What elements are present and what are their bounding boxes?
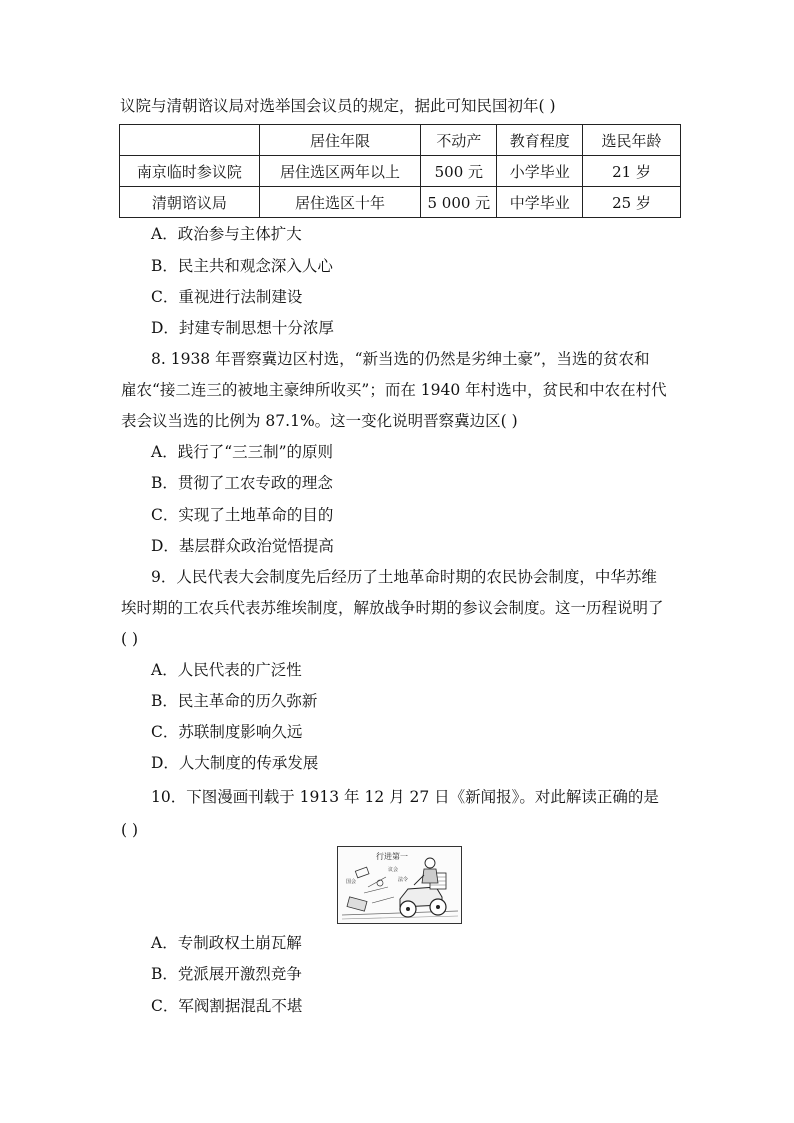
cartoon-title: 行进第一 xyxy=(376,852,408,861)
q10-option-b: B．党派展开激烈竞争 xyxy=(151,965,302,983)
table-header-cell: 教育程度 xyxy=(497,125,583,156)
wheel-hub xyxy=(406,907,410,911)
q8-option-d: D．基层群众政治觉悟提高 xyxy=(151,537,334,555)
debris-shape xyxy=(377,880,383,886)
q10-stem-line: ( ) xyxy=(121,821,139,839)
cartoon-label: 国会 xyxy=(346,879,357,885)
q8-option-c: C．实现了土地革命的目的 xyxy=(151,506,334,524)
table-cell: 25 岁 xyxy=(583,187,681,218)
motion-line xyxy=(372,897,394,903)
q7-stem: 议院与清朝谘议局对选举国会议员的规定，据此可知民国初年( ) xyxy=(120,97,556,115)
q9-option-c: C．苏联制度影响久远 xyxy=(151,723,303,741)
q7-option-b: B．民主共和观念深入人心 xyxy=(151,257,333,275)
wheel-hub xyxy=(436,905,440,909)
driver-head xyxy=(425,858,435,868)
table-cell: 500 元 xyxy=(421,156,497,187)
table-cell: 居住选区十年 xyxy=(259,187,421,218)
q7-option-a: A．政治参与主体扩大 xyxy=(151,225,302,243)
table-cell: 清朝谘议局 xyxy=(120,187,260,218)
q7-option-c: C．重视进行法制建设 xyxy=(151,288,303,306)
q8-stem-line: 表会议当选的比例为 87.1%。这一变化说明晋察冀边区( ) xyxy=(121,412,518,430)
table-cell: 5 000 元 xyxy=(421,187,497,218)
driver-body xyxy=(422,869,438,883)
table-cell: 小学毕业 xyxy=(497,156,583,187)
table-row xyxy=(120,156,681,187)
table-row xyxy=(120,187,681,218)
debris-shape xyxy=(355,867,369,878)
q9-stem-line: ( ) xyxy=(121,630,139,648)
table-cell: 南京临时参议院 xyxy=(120,156,260,187)
q9-stem-line: 埃时期的工农兵代表苏维埃制度，解放战争时期的参议会制度。这一历程说明了 xyxy=(121,599,664,617)
table-cell: 21 岁 xyxy=(583,156,681,187)
q8-stem-line: 8. 1938 年晋察冀边区村选，“新当选的仍然是劣绅土豪”，当选的贫农和 xyxy=(151,350,650,368)
q7-option-d: D．封建专制思想十分浓厚 xyxy=(151,319,334,337)
q7-table xyxy=(119,124,681,218)
q10-option-a: A．专制政权土崩瓦解 xyxy=(151,934,302,952)
motion-line xyxy=(368,877,386,887)
cartoon-image xyxy=(337,846,462,924)
q9-option-a: A．人民代表的广泛性 xyxy=(151,661,302,679)
q9-stem-line: 9．人民代表大会制度先后经历了土地革命时期的农民协会制度，中华苏维 xyxy=(151,568,657,586)
table-header-cell xyxy=(120,125,260,156)
table-cell: 中学毕业 xyxy=(497,187,583,218)
cartoon-label: 法令 xyxy=(398,877,409,883)
cartoon-drawing xyxy=(338,847,461,923)
cartoon-label: 议会 xyxy=(388,867,399,873)
debris-shape xyxy=(347,897,367,911)
q10-option-c: C．军阀割据混乱不堪 xyxy=(151,997,303,1015)
q9-option-b: B．民主革命的历久弥新 xyxy=(151,692,318,710)
q8-option-a: A．践行了“三三制”的原则 xyxy=(151,443,334,461)
table-header-cell: 选民年龄 xyxy=(583,125,681,156)
q9-option-d: D．人大制度的传承发展 xyxy=(151,754,319,772)
table-header-cell: 不动产 xyxy=(421,125,497,156)
motion-line xyxy=(364,887,388,893)
road-line xyxy=(342,916,458,919)
q8-stem-line: 雇农“接二连三的被地主豪绅所收买”；而在 1940 年村选中，贫民和中农在村代 xyxy=(121,381,667,399)
q8-option-b: B．贯彻了工农专政的理念 xyxy=(151,474,333,492)
table-cell: 居住选区两年以上 xyxy=(259,156,421,187)
table-header-row xyxy=(120,125,681,156)
table-header-cell: 居住年限 xyxy=(259,125,421,156)
q10-stem-line: 10．下图漫画刊载于 1913 年 12 月 27 日《新闻报》。对此解读正确的是 xyxy=(151,788,659,806)
